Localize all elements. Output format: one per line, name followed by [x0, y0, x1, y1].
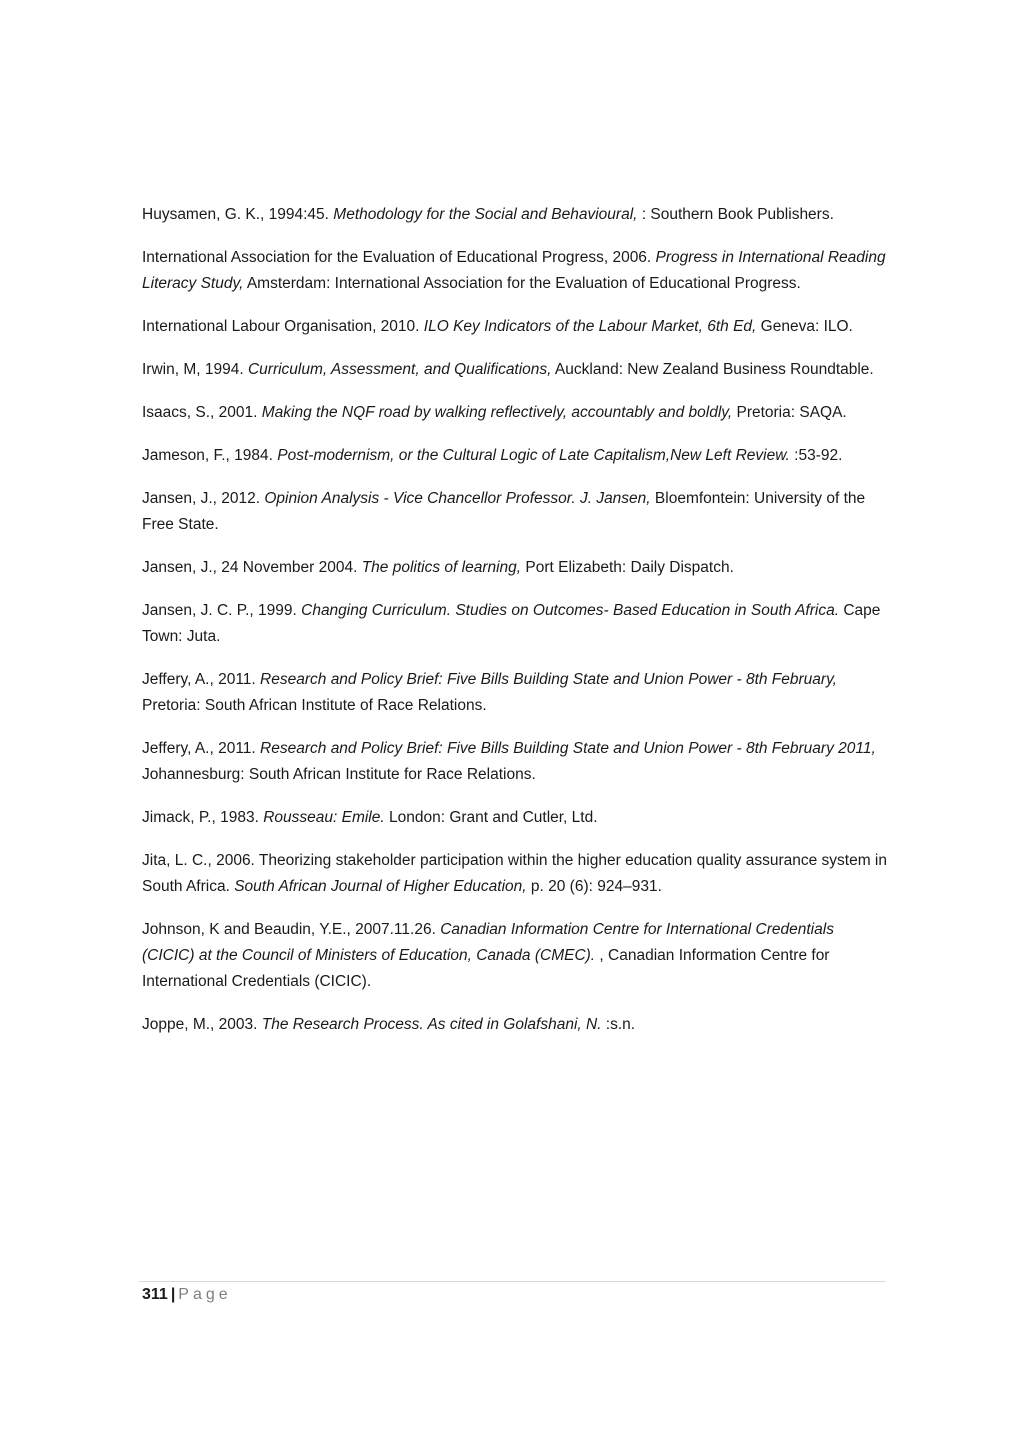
reference-entry: [142, 736, 887, 788]
reference-citation: Jansen, J., 2012.: [142, 490, 265, 507]
reference-title: ILO Key Indicators of the Labour Market, 6th Ed,: [423, 318, 757, 335]
reference-title: The Research Process. As cited in Golafshani, N.: [261, 1016, 602, 1033]
reference-title: Canadian Information Centre for International Credentials (CICIC) at the Council of Ministers of Education, Canada (CMEC).: [142, 921, 834, 964]
reference-entry: [142, 400, 887, 426]
reference-title: Research and Policy Brief: Five Bills Building State and Union Power - 8th February,: [260, 671, 837, 688]
reference-title: Post-modernism, or the Cultural Logic of Late Capitalism,New Left Review.: [277, 447, 790, 464]
reference-entry: [142, 202, 887, 228]
reference-title: Curriculum, Assessment, and Qualifications,: [247, 361, 552, 378]
reference-entry: [142, 555, 887, 581]
page-footer: [142, 1284, 232, 1306]
reference-entry: [142, 357, 887, 383]
reference-citation: Irwin, M, 1994.: [142, 361, 248, 378]
reference-title: South African Journal of Higher Education,: [234, 878, 527, 895]
reference-citation: International Labour Organisation, 2010.: [142, 318, 424, 335]
reference-publisher: London: Grant and Cutler, Ltd.: [384, 809, 598, 826]
reference-title: Rousseau: Emile.: [263, 809, 385, 826]
reference-title: Opinion Analysis - Vice Chancellor Professor. J. Jansen,: [264, 490, 651, 507]
reference-publisher: Pretoria: SAQA.: [732, 404, 847, 421]
reference-citation: Jimack, P., 1983.: [142, 809, 264, 826]
reference-citation: Jita, L. C., 2006. Theorizing stakeholder participation within the higher education quality assurance system in South Africa.: [142, 852, 887, 895]
footer-divider: [139, 1281, 886, 1282]
reference-publisher: Johannesburg: South African Institute for Race Relations.: [142, 766, 536, 783]
reference-entry: [142, 805, 887, 831]
reference-title: Methodology for the Social and Behavioural,: [333, 206, 638, 223]
reference-publisher: :53-92.: [789, 447, 843, 464]
reference-citation: Jameson, F., 1984.: [142, 447, 278, 464]
reference-entry: [142, 245, 887, 297]
reference-publisher: : Southern Book Publishers.: [637, 206, 834, 223]
reference-publisher: Auckland: New Zealand Business Roundtable.: [551, 361, 874, 378]
reference-publisher: , Canadian Information Centre for International Credentials (CICIC).: [142, 947, 830, 990]
reference-citation: Joppe, M., 2003.: [142, 1016, 262, 1033]
reference-entry: [142, 486, 887, 538]
reference-publisher: :s.n.: [601, 1016, 636, 1033]
reference-title: The politics of learning,: [361, 559, 522, 576]
reference-citation: Jansen, J. C. P., 1999.: [142, 602, 302, 619]
reference-publisher: Amsterdam: International Association for the Evaluation of Educational Progress.: [243, 275, 801, 292]
reference-entry: [142, 598, 887, 650]
reference-entry: [142, 1012, 887, 1038]
reference-entry: [142, 848, 887, 900]
reference-publisher: Bloemfontein: University of the Free State.: [142, 490, 866, 533]
reference-entry: [142, 917, 887, 995]
reference-citation: Johnson, K and Beaudin, Y.E., 2007.11.26.: [142, 921, 441, 938]
reference-publisher: Port Elizabeth: Daily Dispatch.: [521, 559, 734, 576]
reference-publisher: Cape Town: Juta.: [142, 602, 881, 645]
reference-title: Changing Curriculum. Studies on Outcomes- Based Education in South Africa.: [301, 602, 840, 619]
reference-entry: [142, 667, 887, 719]
reference-citation: Jeffery, A., 2011.: [142, 671, 261, 688]
page-number: 311: [142, 1286, 168, 1303]
reference-entry: [142, 443, 887, 469]
reference-publisher: p. 20 (6): 924–931.: [526, 878, 662, 895]
reference-citation: Isaacs, S., 2001.: [142, 404, 262, 421]
reference-list: [142, 202, 887, 1055]
reference-citation: Jeffery, A., 2011.: [142, 740, 261, 757]
reference-title: Progress in International Reading Literacy Study,: [142, 249, 886, 292]
reference-citation: Huysamen, G. K., 1994:45.: [142, 206, 334, 223]
reference-title: Making the NQF road by walking reflectively, accountably and boldly,: [261, 404, 733, 421]
footer-separator: |: [170, 1286, 176, 1303]
page-label: Page: [178, 1286, 232, 1303]
reference-publisher: Pretoria: South African Institute of Race Relations.: [142, 697, 487, 714]
reference-entry: [142, 314, 887, 340]
reference-publisher: Geneva: ILO.: [756, 318, 853, 335]
reference-title: Research and Policy Brief: Five Bills Building State and Union Power - 8th February 2011,: [260, 740, 876, 757]
reference-citation: International Association for the Evaluation of Educational Progress, 2006.: [142, 249, 656, 266]
reference-citation: Jansen, J., 24 November 2004.: [142, 559, 362, 576]
